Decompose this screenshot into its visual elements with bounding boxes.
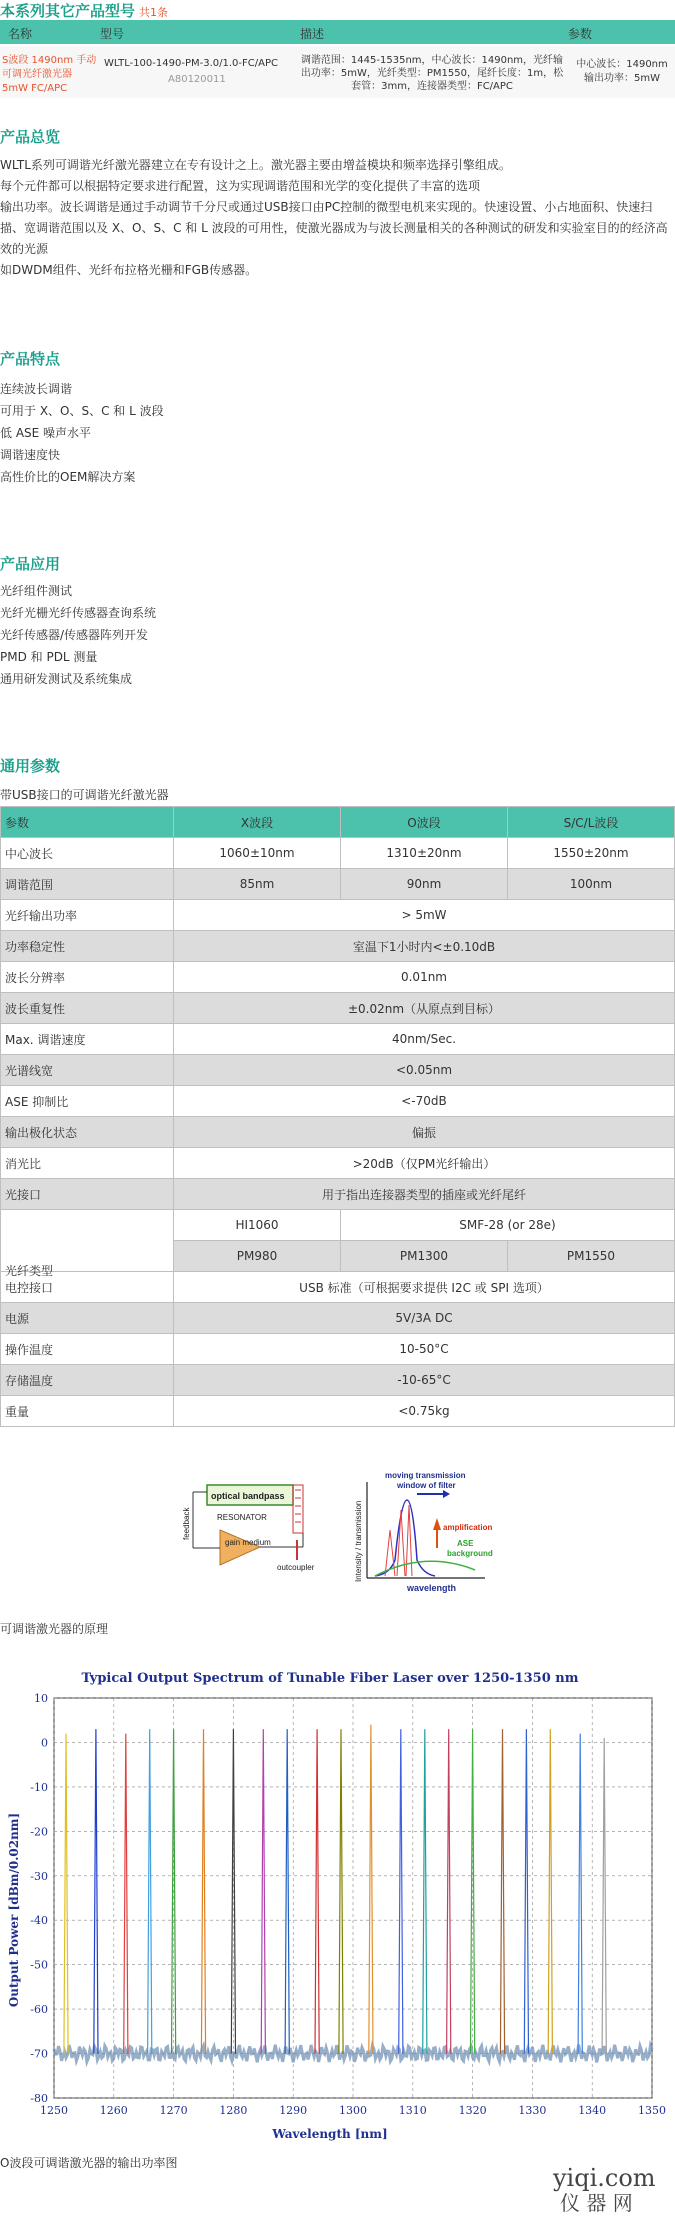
- spec-value: HI1060: [174, 1210, 341, 1241]
- spec-table: [0, 806, 675, 1427]
- spec-row: [1, 1055, 675, 1086]
- watermark-cn: 仪 器 网: [560, 2191, 633, 2215]
- application-item: 光纤传感器/传感器阵列开发: [0, 628, 149, 642]
- spec-label: 波长分辨率: [1, 962, 174, 993]
- gain-medium-triangle: [220, 1530, 260, 1565]
- spec-label: 消光比: [1, 1148, 174, 1179]
- spec-value: 5V/3A DC: [174, 1303, 675, 1334]
- spec-row: [1, 1396, 675, 1427]
- spec-value: ±0.02nm（从原点到目标）: [174, 993, 675, 1024]
- spec-value: 用于指出连接器类型的插座或光纤尾纤: [174, 1179, 675, 1210]
- y-tick-label: 10: [34, 1692, 48, 1705]
- resonator-label: RESONATOR: [217, 1513, 267, 1522]
- gain-medium-text: gain medium: [225, 1538, 271, 1547]
- x-tick-label: 1340: [578, 2104, 607, 2117]
- product-name-link[interactable]: S波段 1490nm 手动可调光纤激光器 5mW FC/APC: [2, 55, 97, 94]
- spec-row: [1, 1086, 675, 1117]
- spec-value: > 5mW: [174, 900, 675, 931]
- col-model: 型号: [100, 27, 125, 41]
- spec-row: [1, 1365, 675, 1396]
- application-item: 通用研发测试及系统集成: [0, 672, 133, 686]
- spec-value: 10-50°C: [174, 1334, 675, 1365]
- background-label: background: [447, 1549, 493, 1558]
- spec-row: [1, 1179, 675, 1210]
- sketch-xaxis: wavelength: [407, 1583, 457, 1593]
- series-header: [0, 0, 168, 21]
- chart-caption: O波段可调谐激光器的输出功率图: [0, 2156, 178, 2170]
- feature-item: 连续波长调谐: [0, 382, 73, 396]
- spec-value: 室温下1小时内<±0.10dB: [174, 931, 675, 962]
- spec-value: -10-65°C: [174, 1365, 675, 1396]
- overview-text: [0, 155, 675, 281]
- spec-label: 存储温度: [1, 1365, 174, 1396]
- product-code: A80120011: [168, 74, 226, 85]
- applications-title: 产品应用: [0, 555, 61, 573]
- spec-label: 中心波长: [1, 838, 174, 869]
- moving-label: moving transmission: [385, 1471, 466, 1480]
- spec-row: [1, 931, 675, 962]
- spec-value: 100nm: [508, 869, 675, 900]
- plot-area: [30, 1692, 666, 2117]
- spec-label: 光谱线宽: [1, 1055, 174, 1086]
- spec-label: 重量: [1, 1396, 174, 1427]
- feature-item: 可用于 X、O、S、C 和 L 波段: [0, 404, 164, 418]
- spec-value: <0.05nm: [174, 1055, 675, 1086]
- x-tick-label: 1310: [398, 2104, 427, 2117]
- applications-list: [0, 580, 156, 690]
- spectrum-sketch: [354, 1471, 493, 1593]
- col-desc: 描述: [300, 27, 325, 41]
- sketch-yaxis: Intensity / transmission: [354, 1500, 363, 1582]
- feedback-label: feedback: [182, 1507, 191, 1540]
- spec-value: SMF-28 (or 28e): [341, 1210, 675, 1241]
- general-subtitle: 带USB接口的可调谐光纤激光器: [0, 788, 169, 802]
- window-label: window of filter: [397, 1481, 456, 1490]
- series-title: 本系列其它产品型号: [0, 2, 136, 20]
- x-tick-label: 1270: [159, 2104, 188, 2117]
- chart-xlabel: Wavelength [nm]: [272, 2127, 388, 2141]
- spec-value: 1550±20nm: [508, 838, 675, 869]
- spec-value: 40nm/Sec.: [174, 1024, 675, 1055]
- y-tick-label: -60: [30, 2003, 48, 2017]
- y-tick-label: -40: [30, 1914, 48, 1928]
- spec-head-param: 参数: [1, 807, 174, 838]
- overview-line: 如DWDM组件、光纤布拉格光栅和FGB传感器。: [0, 263, 258, 277]
- spec-label: 操作温度: [1, 1334, 174, 1365]
- spec-value: PM980: [174, 1241, 341, 1272]
- spec-row: [1, 993, 675, 1024]
- x-tick-label: 1330: [518, 2104, 547, 2117]
- col-name: 名称: [8, 27, 33, 41]
- amplification-lines: [385, 1505, 412, 1576]
- principle-caption: 可调谐激光器的原理: [0, 1622, 109, 1636]
- product-desc: 调谐范围：1445-1535nm，中心波长：1490nm，光纤输出功率：5mW，光纤类型：PM1550，尾纤长度：1m，松套管：3mm，连接器类型：FC/APC: [300, 55, 564, 92]
- gain-label: [225, 1538, 271, 1547]
- y-tick-label: -50: [30, 1958, 48, 1972]
- y-tick-label: -80: [30, 2092, 48, 2105]
- amp-arrow: [433, 1518, 441, 1530]
- application-item: 光纤光栅光纤传感器查询系统: [0, 606, 157, 620]
- feature-item: 低 ASE 噪声水平: [0, 426, 92, 440]
- overview-line: 输出功率。波长调谐是通过手动调节千分尺或通过USB接口由PC控制的微型电机来实现的。快速设置、小占地面积、快速扫描、宽调谐范围以及 X、O、S、C 和 L 波段的可用性，使激光器成为与波长测量相关的各种测试的研发和实验室目的的经济高效的光源: [0, 200, 668, 256]
- spec-head-row: [1, 807, 675, 838]
- spec-label: 波长重复性: [1, 993, 174, 1024]
- overview-title: 产品总览: [0, 128, 61, 146]
- spec-row-fiber-1: [1, 1210, 675, 1241]
- spec-label: 光接口: [1, 1179, 174, 1210]
- spec-value: 90nm: [341, 869, 508, 900]
- spec-value: 0.01nm: [174, 962, 675, 993]
- x-tick-label: 1250: [40, 2104, 68, 2117]
- application-item: 光纤组件测试: [0, 584, 73, 598]
- spectrum-chart: [0, 1660, 675, 2150]
- general-title: 通用参数: [0, 757, 61, 775]
- spec-label: 光纤输出功率: [1, 900, 174, 931]
- y-tick-label: -70: [30, 2047, 48, 2061]
- spec-value: 偏振: [174, 1117, 675, 1148]
- fiber-label-text: 光纤类型: [5, 1264, 54, 1278]
- y-tick-label: -30: [30, 1869, 48, 1883]
- chart-title: Typical Output Spectrum of Tunable Fiber Laser over 1250-1350 nm: [81, 1671, 579, 1686]
- principle-diagram: [182, 1470, 505, 1605]
- features-title: 产品特点: [0, 350, 61, 368]
- product-table-header: [0, 20, 675, 44]
- spec-row: [1, 1148, 675, 1179]
- chart-ylabel: Output Power [dBm/0.02nm]: [7, 1812, 21, 2008]
- series-count: 共1条: [139, 6, 169, 19]
- watermark-domain: yiqi.com: [553, 2164, 656, 2192]
- spec-value: 1310±20nm: [341, 838, 508, 869]
- spec-value: 1060±10nm: [174, 838, 341, 869]
- spec-label: Max. 调谐速度: [1, 1024, 174, 1055]
- spec-value: >20dB（仅PM光纤输出）: [174, 1148, 675, 1179]
- mirror-right: [293, 1485, 303, 1533]
- spec-row: [1, 1334, 675, 1365]
- spec-row: [1, 869, 675, 900]
- spec-label: 调谐范围: [1, 869, 174, 900]
- spec-value: <0.75kg: [174, 1396, 675, 1427]
- overview-line: WLTL系列可调谐光纤激光器建立在专有设计之上。激光器主要由增益模块和频率选择引擎组成。: [0, 158, 511, 172]
- x-tick-label: 1350: [638, 2104, 666, 2117]
- spec-row: [1, 1272, 675, 1303]
- spec-value: USB 标准（可根据要求提供 I2C 或 SPI 选项）: [174, 1272, 675, 1303]
- y-tick-label: -10: [30, 1780, 48, 1794]
- x-tick-label: 1320: [458, 2104, 487, 2117]
- spec-label: ASE 抑制比: [1, 1086, 174, 1117]
- spec-label: 电源: [1, 1303, 174, 1334]
- spec-row: [1, 900, 675, 931]
- spec-head-scl: S/C/L波段: [508, 807, 675, 838]
- feature-item: 高性价比的OEM解决方案: [0, 470, 136, 484]
- spec-row: [1, 1024, 675, 1055]
- x-tick-label: 1300: [339, 2104, 367, 2117]
- spec-head-x: X波段: [174, 807, 341, 838]
- spec-row: [1, 1303, 675, 1334]
- spec-value: 85nm: [174, 869, 341, 900]
- resonator-diagram: [182, 1485, 315, 1572]
- amplification-label: amplification: [443, 1523, 493, 1532]
- spec-value: <-70dB: [174, 1086, 675, 1117]
- x-tick-label: 1260: [99, 2104, 128, 2117]
- y-tick-label: -20: [30, 1825, 48, 1839]
- y-tick-label: 0: [41, 1736, 48, 1750]
- bandpass-label: optical bandpass: [211, 1491, 285, 1501]
- application-item: PMD 和 PDL 测量: [0, 650, 98, 664]
- outcoupler-label: outcoupler: [277, 1563, 315, 1572]
- spec-row: [1, 962, 675, 993]
- x-tick-label: 1290: [279, 2104, 308, 2117]
- spec-label: 功率稳定性: [1, 931, 174, 962]
- product-model: WLTL-100-1490-PM-3.0/1.0-FC/APC: [104, 58, 278, 69]
- feature-item: 调谐速度快: [0, 448, 61, 462]
- spec-row: [1, 838, 675, 869]
- overview-line: 每个元件都可以根据特定要求进行配置，这为实现调谐范围和光学的变化提供了丰富的选项: [0, 179, 481, 193]
- product-params: 中心波长：1490nm 输出功率：5mW: [576, 59, 668, 84]
- spec-label: 输出极化状态: [1, 1117, 174, 1148]
- spec-value: PM1550: [508, 1241, 675, 1272]
- ase-label: ASE: [457, 1539, 474, 1548]
- x-tick-label: 1280: [219, 2104, 248, 2117]
- spec-head-o: O波段: [341, 807, 508, 838]
- spec-row: [1, 1117, 675, 1148]
- spec-label-fiber: [1, 1210, 174, 1278]
- product-row: [0, 46, 675, 98]
- features-list: [0, 378, 164, 488]
- spec-label: 电控接口: [1, 1272, 174, 1303]
- col-params: 参数: [568, 27, 593, 41]
- ase-curve: [375, 1561, 475, 1576]
- spec-value: PM1300: [341, 1241, 508, 1272]
